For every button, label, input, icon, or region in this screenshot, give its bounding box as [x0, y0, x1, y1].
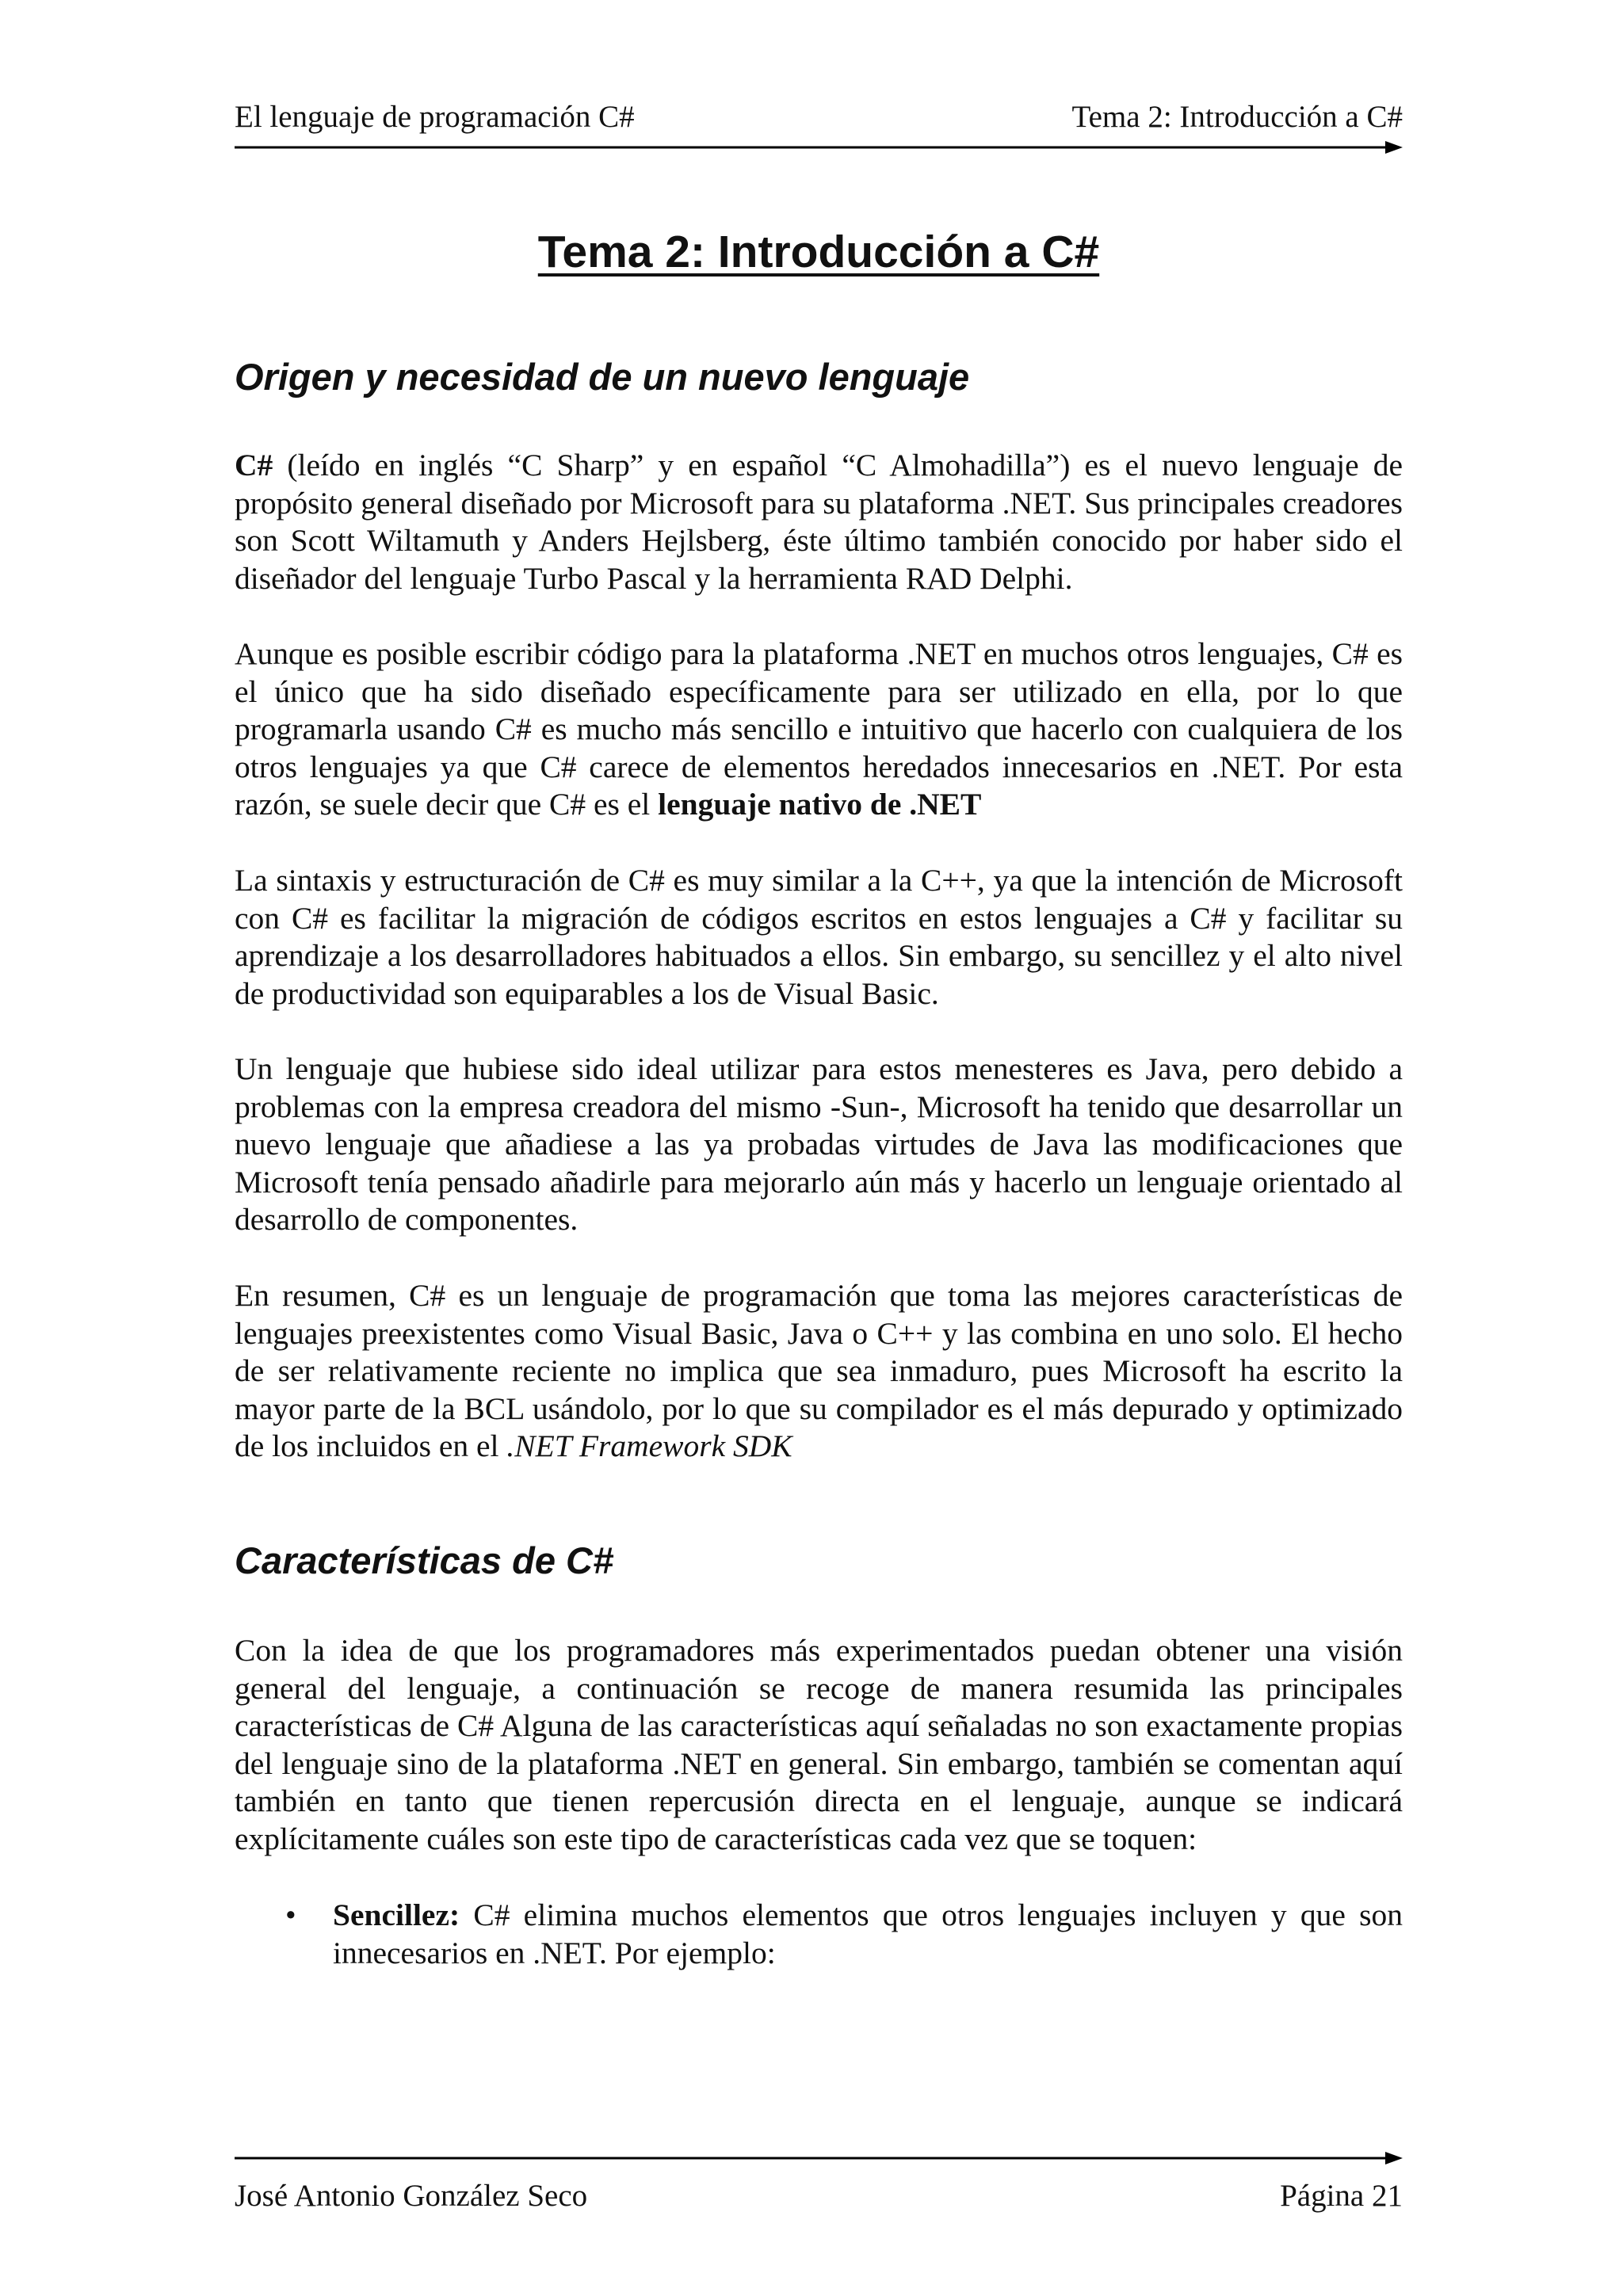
page-title: Tema 2: Introducción a C# — [537, 227, 1100, 277]
italic-term: .NET Framework SDK — [506, 1428, 792, 1464]
header-rule-arrow — [235, 138, 1403, 157]
paragraph-java: Un lenguaje que hubiese sido ideal utilizar para estos menesteres es Java, pero debido a problemas con la empresa creadora del mismo -Sun-, Microsoft ha tenido que desarrollar un nuevo lenguaje que añadiese a las ya probadas virtudes de Java las modificaciones que Microsoft tenía pensado añadirle para mejorarlo aún más y hacerlo un lenguaje orientado al desarrollo de componentes. — [235, 1051, 1403, 1238]
bold-term: lenguaje nativo de .NET — [658, 787, 982, 822]
header-chapter-title: Tema 2: Introducción a C# — [1071, 100, 1403, 134]
list-item-sencillez: Sencillez: C# elimina muchos elementos que otros lenguajes incluyen y que son innecesarios en .NET. Por ejemplo: — [333, 1897, 1403, 1970]
paragraph-syntax: La sintaxis y estructuración de C# es muy similar a la C++, ya que la intención de Microsoft con C# es facilitar la migración de códigos escritos en estos lenguajes a C# y facilitar su aprendizaje a los desarrolladores habituados a ellos. Sin embargo, su sencillez y el alto nivel de productividad son equiparables a los de Visual Basic. — [235, 863, 1403, 1011]
paragraph-intro: C# (leído en inglés “C Sharp” y en español “C Almohadilla”) es el nuevo lenguaje de propósito general diseñado por Microsoft para su plataforma .NET. Sus principales creadores son Scott Wiltamuth y Anders Hejlsberg, éste último también conocido por haber sido el diseñador del lenguaje Turbo Pascal y la herramienta RAD Delphi. — [235, 448, 1403, 596]
footer-author: José Antonio González Seco — [235, 2179, 588, 2213]
bullet-marker: • — [285, 1898, 296, 1932]
paragraph-net-native: Aunque es posible escribir código para la plataforma .NET en muchos otros lenguajes, C# es el único que ha sido diseñado específicamente para ser utilizado en ella, por lo que programarla usando C# es mucho más sencillo e intuitivo que hacerlo con cualquiera de los otros lenguajes ya que C# carece de elementos heredados innecesarios en .NET. Por esta razón, se suele decir que C# es el lenguaje nativo de .NET — [235, 636, 1403, 822]
header-book-title: El lenguaje de programación C# — [235, 100, 635, 134]
footer-page-number: Página 21 — [1280, 2179, 1403, 2213]
footer-rule-arrow — [235, 2149, 1403, 2168]
section-heading-caracteristicas: Características de C# — [235, 1539, 614, 1581]
bold-term: C# — [235, 448, 273, 482]
paragraph-features-intro: Con la idea de que los programadores más experimentados puedan obtener una visión general del lenguaje, a continuación se recoge de manera resumida las principales características de C# Alguna de las características aquí señaladas no son exactamente propias del lenguaje sino de la plataforma .NET en general. Sin embargo, también se comentan aquí también en tanto que tienen repercusión directa en el lenguaje, aunque se indicará explícitamente cuáles son este tipo de características cada vez que se toquen: — [235, 1633, 1403, 1856]
section-heading-origen: Origen y necesidad de un nuevo lenguaje — [235, 356, 970, 398]
bold-term: Sencillez: — [333, 1897, 460, 1932]
paragraph-summary: En resumen, C# es un lenguaje de programación que toma las mejores características de lenguajes preexistentes como Visual Basic, Java o C++ y las combina en uno solo. El hecho de ser relativamente reciente no implica que sea inmaduro, pues Microsoft ha escrito la mayor parte de la BCL usándolo, por lo que su compilador es el más depurado y optimizado de los incluidos en el .NET Framework SDK — [235, 1278, 1403, 1464]
